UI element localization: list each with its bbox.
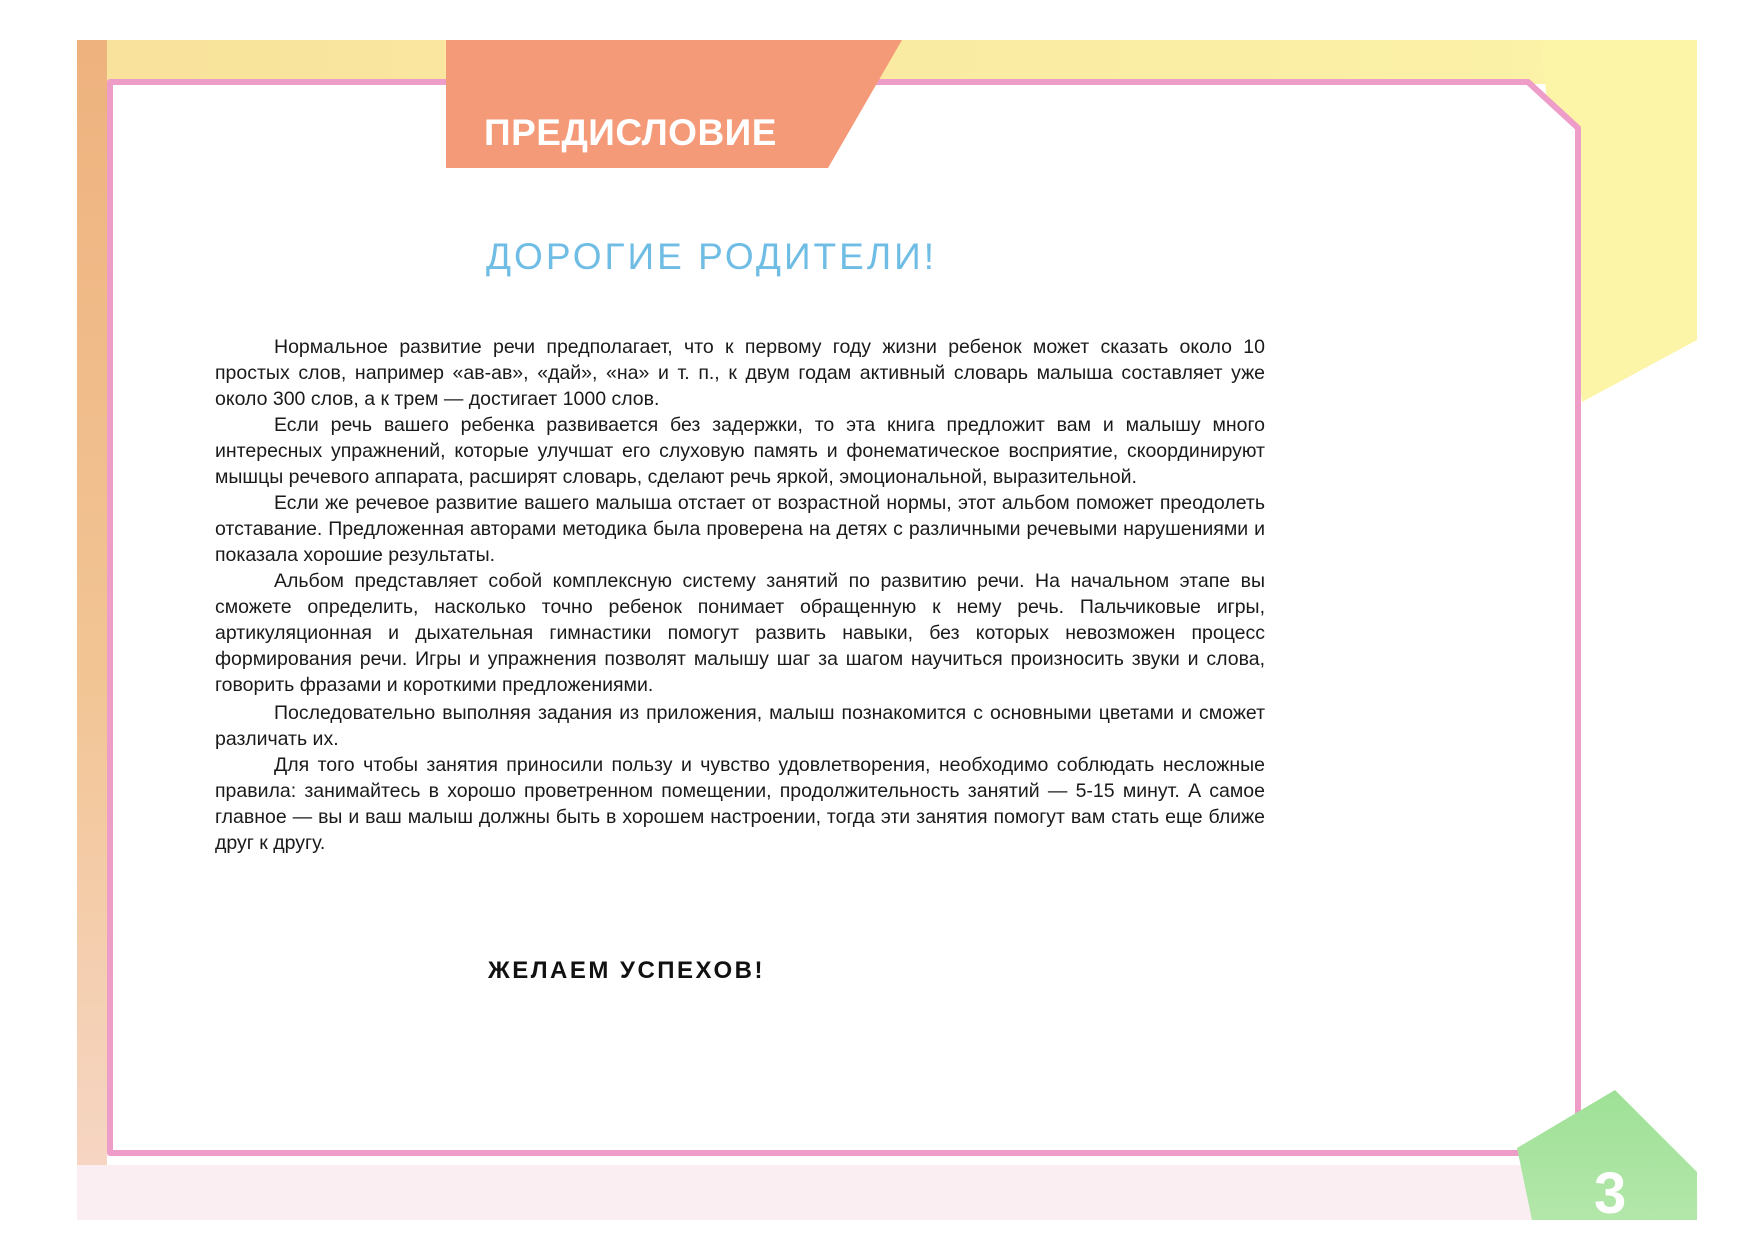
paragraph: Для того чтобы занятия приносили пользу и чувство удовлетворения, необходимо соблюдать несложные правила: занимайтесь в хорошо проветренном помещении, продолжительность занятий — 5-15 минут. А самое главное — вы и ваш малыш должны быть в хорошем настроении, тогда эти занятия помогут вам стать еще ближе друг к другу. xyxy=(215,754,1265,854)
closing-wish: ЖЕЛАЕМ УСПЕХОВ! xyxy=(488,957,765,984)
paragraph: Если же речевое развитие вашего малыша отстает от возрастной нормы, этот альбом поможет преодолеть отставание. Предложенная авторами методика была проверена на детях с различными речевыми нарушениями и показала хорошие результаты. xyxy=(215,492,1265,566)
left-color-band xyxy=(77,40,107,1220)
paragraph: Последовательно выполняя задания из приложения, малыш познакомится с основными цветами и сможет различать их. xyxy=(215,702,1265,750)
bottom-pink-band xyxy=(77,1165,1597,1220)
paragraph: Нормальное развитие речи предполагает, что к первому году жизни ребенок может сказать около 10 простых слов, например «ав-ав», «дай», «на» и т. п., к двум годам активный словарь малыша составляет уже около 300 слов, а к трем — достигает 1000 слов. xyxy=(215,336,1265,410)
page-number: 3 xyxy=(1594,1161,1627,1226)
greeting-heading: ДОРОГИЕ РОДИТЕЛИ! xyxy=(486,236,937,277)
paragraph: Если речь вашего ребенка развивается без задержки, то эта книга предложит вам и малышу много интересных упражнений, которые улучшат его слуховую память и фонематическое восприятие, скоординируют мышцы речевого аппарата, расширят словарь, сделают речь яркой, эмоциональной, выразительной. xyxy=(215,414,1265,488)
paragraph: Альбом представляет собой комплексную систему занятий по развитию речи. На начальном этапе вы сможете определить, насколько точно ребенок понимает обращенную к нему речь. Пальчиковые игры, артикуляционная и дыхательная гимнастики помогут развить навыки, без которых невозможен процесс формирования речи. Игры и упражнения позволят малышу шаг за шагом научиться произносить звуки и слова, говорить фразами и короткими предложениями. xyxy=(215,570,1265,696)
section-title: ПРЕДИСЛОВИЕ xyxy=(484,112,777,153)
preface-text xyxy=(215,334,1265,856)
